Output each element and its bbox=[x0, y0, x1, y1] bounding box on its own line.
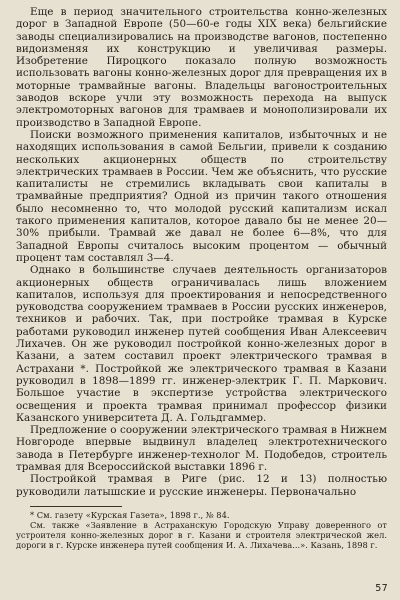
paragraph-3: Однако в большинстве случаев деятельность организаторов акционерных обществ ограничивалась лишь вложением капиталов, используя для проектирования и непосредственного руководства сооружением трамваев в России русских инженеров, техников и рабочих. Так, при постройке трамвая в Курске работами руководил инженер путей сообщения Иван Алексеевич Лихачев. Он же руководил постройкой конно-железных дорог в Казани, а затем составил проект электрического трамвая в Астрахани *. Постройкой же электрического трамвая в Казани руководил в 1898—1899 гг. инженер-электрик Г. П. Маркович. Большое участие в экспертизе устройства электрического освещения и проекта трамвая принимал профессор физики Казанского университета Д. А. Гольдгаммер. bbox=[16, 264, 387, 424]
footnote-divider bbox=[30, 506, 122, 507]
footnotes bbox=[16, 510, 387, 551]
footnote-2: См. также «Заявление в Астраханскую Городскую Управу доверенного от устроителя конно-железных дорог в г. Казани и строителя электрической жел. дороги в г. Курске инженера путей сообщения И. А. Лихачева...». Казань, 1898 г. bbox=[16, 520, 387, 551]
page-number: 57 bbox=[375, 583, 388, 594]
main-text bbox=[16, 6, 387, 498]
footnote-1: * См. газету «Курская Газета», 1898 г., № 84. bbox=[30, 509, 230, 520]
paragraph-2: Поиски возможного применения капиталов, избыточных и не находящих использования в самой Бельгии, привели к созданию нескольких акционерных обществ по строительству электрических трамваев в России. Чем же объяснить, что русские капиталисты не стремились вкладывать свои капиталы в трамвайные предприятия? Одной из причин такого отношения было несомненно то, что молодой русский капитализм искал такого применения капиталов, которое давало бы не менее 20—30% прибыли. Трамвай же давал не более 6—8%, что для Западной Европы считалось высоким процентом — обычный процент там составлял 3—4. bbox=[16, 128, 387, 264]
paragraph-5: Постройкой трамвая в Риге (рис. 12 и 13) полностью руководили латышские и русские инженеры. Первоначально bbox=[16, 473, 387, 498]
paragraph-1: Еще в период значительного строительства конно-железных дорог в Западной Европе (50—60-е годы XIX века) бельгийские заводы специализировались на производстве вагонов, постепенно видоизменяя их конструкцию и увеличивая размеры. Изобретение Пироцкого показало полную возможность использовать вагоны конно-железных дорог для превращения их в моторные трамвайные вагоны. Владельцы вагоностроительных заводов вскоре учли эту возможность перехода на выпуск электромоторных вагонов для трамваев и монополизировали их производство в Западной Европе. bbox=[16, 6, 387, 129]
paragraph-4: Предложение о сооружении электрического трамвая в Нижнем Новгороде впервые выдвинул владелец электротехнического завода в Петербурге инженер-технолог М. Подобедов, строитель трамвая для Всероссийской выставки 1896 г. bbox=[16, 424, 387, 473]
